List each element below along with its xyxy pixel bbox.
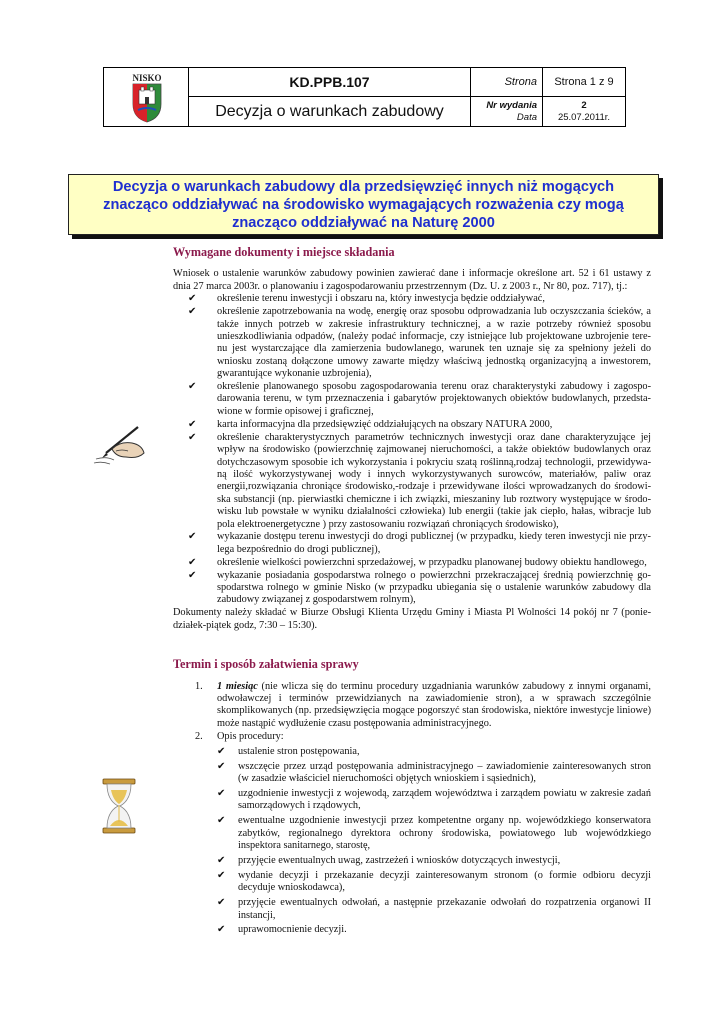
list-item: ✔ ewentualne uzgodnienie inwestycji przez kompetentne organy np. wojewódzkiego konserwatora zabytków, regionalnego dyrektora ochrony środowiska, powiatowego lub wojewódzkiego inspektora sanitarnego, starostę, bbox=[217, 815, 651, 851]
item-number: 2. bbox=[195, 731, 203, 743]
banner-line-1: Decyzja o warunkach zabudowy dla przedsięwzięć innych niż mogących bbox=[112, 179, 615, 195]
hand-writing-icon bbox=[92, 423, 148, 467]
deadline-item bbox=[173, 681, 651, 731]
check-icon: ✔ bbox=[188, 306, 197, 318]
nisko-coat-of-arms bbox=[124, 70, 170, 124]
list-item: ✔ wszczęcie przez urząd postępowania administracyjnego – zawiadomienie zainteresowanych stron (w zasadzie właściciel nieruchomości objętych wnioskiem i sąsiednich), bbox=[217, 760, 651, 784]
list-item: ✔ określenie charakterystycznych parametrów technicznych inwestycji oraz dane charakteryzujące jej wpływ na środowisko (powierzchnię zajmowanej nieruchomości, a także obiektów budowlanych oraz dotychczasowym sposobie ich wykorzystania i pokryciu szatą roślinną,rodzaj technologii, przewidywa-ną ilość wykorzystywanej wody i innych wykorzystywanych surowców, materiałów, paliw oraz energii,rozwiązania chroniące środowisko,-rodzaje i przewidywane ilości wprowadzanych do środowi-ska substancji (np. pierwiastki chemiczne i ich związki, mieszaniny lub roztwory występujące w środo-wisku lub powstałe w wyniku działalności człowieka) lub energii (takie jak ciepło, hałas, wibracje lub pola elektroenergetyczne ) przy zastosowaniu rozwiązań chroniących środowisko), bbox=[188, 431, 651, 530]
list-item: ✔ uzgodnienie inwestycji z wojewodą, zarządem województwa i zarządem powiatu w zakresie zadań samorządowych i rządowych, bbox=[217, 787, 651, 812]
list-item: ✔ przyjęcie ewentualnych odwołań, a następnie przekazanie odwołań do rozpatrzenia organowi II instancji, bbox=[217, 897, 651, 921]
list-item: ✔ określenie planowanego sposobu zagospodarowania terenu oraz charakterystyki zabudowy i zagospo-darowania terenu, w tym przeznaczenia i gabarytów projektowanych obiektów budowlanych, przedsta-wione w formie opisowej i graficznej, bbox=[188, 381, 651, 417]
list-item: ✔ wydanie decyzji i przekazanie decyzji zainteresowanym stronom (o formie odbioru decyzji decyduje wnioskodawca), bbox=[217, 869, 651, 894]
edition-value: 2 bbox=[581, 100, 587, 111]
check-icon: ✔ bbox=[217, 924, 226, 936]
check-icon: ✔ bbox=[217, 897, 226, 909]
banner-line-2: znacząco oddziaływać na środowisko wymagających rozważenia czy mogą bbox=[103, 197, 624, 213]
edition-label: Nr wydania bbox=[486, 100, 537, 111]
date-value: 25.07.2011r. bbox=[557, 112, 611, 123]
item-number: 1. bbox=[195, 680, 203, 692]
check-icon: ✔ bbox=[217, 869, 226, 881]
application-intro: Wniosek o ustalenie warunków zabudowy powinien zawierać dane i informacje określone art. 52 i 61 ustawy z dnia 27 marca 2003r. o planowaniu i zagospodarowaniu przestrzennym (Dz. U. z 2003 r., Nr 80, poz. 717), tj.: bbox=[173, 268, 651, 292]
deadline-section bbox=[173, 658, 651, 937]
check-icon: ✔ bbox=[188, 531, 197, 543]
check-icon: ✔ bbox=[188, 556, 197, 568]
document-header bbox=[103, 67, 626, 127]
submission-place-text: Dokumenty należy składać w Biurze Obsługi Klienta Urzędu Gminy i Miasta Pl Wolności 14 pokój nr 7 (ponie-działek-piątek godz, 7:30 – 15:30). bbox=[173, 607, 651, 631]
procedure-numbered-list bbox=[173, 681, 651, 744]
list-item: ✔ uprawomocnienie decyzji. bbox=[217, 924, 347, 936]
procedure-item bbox=[173, 731, 651, 743]
list-item: ✔ wykazanie dostępu terenu inwestycji do drogi publicznej (w przypadku, kiedy teren inwestycji nie przy-lega bezpośrednio do drogi publicznej), bbox=[188, 531, 651, 555]
hourglass-icon bbox=[99, 778, 139, 834]
check-icon: ✔ bbox=[217, 854, 226, 866]
check-icon: ✔ bbox=[188, 418, 197, 430]
banner-line-3: znacząco oddziaływać na Naturę 2000 bbox=[232, 215, 495, 231]
title-banner bbox=[68, 174, 659, 235]
edition-date-values bbox=[543, 97, 625, 126]
check-icon: ✔ bbox=[217, 745, 226, 757]
check-icon: ✔ bbox=[188, 293, 197, 305]
page-label: Strona bbox=[471, 68, 543, 97]
page-number: Strona 1 z 9 bbox=[543, 68, 625, 97]
required-documents-heading: Wymagane dokumenty i miejsce składania bbox=[173, 245, 395, 259]
edition-date-labels bbox=[471, 97, 543, 126]
document-title: Decyzja o warunkach zabudowy bbox=[189, 97, 471, 126]
check-icon: ✔ bbox=[188, 569, 197, 581]
list-item: ✔ określenie terenu inwestycji i obszaru na, który inwestycja będzie oddziaływać, bbox=[188, 293, 545, 305]
logo-cell bbox=[104, 68, 189, 126]
procedure-label: Opis procedury: bbox=[217, 731, 284, 743]
logo-text: NISKO bbox=[132, 73, 162, 83]
deadline-description: (nie wlicza się do terminu procedury uzgadniania warunków zabudowy z innymi organami, odwoławczej i terminów przewidzianych na zawiadomienie stron), a w sprawach szczególnie skomplikowanych (np. przedsięwzięcia mogące pogorszyć stan środowiska, niektóre inwestycje liniowe) może nastąpić wydłużenie czasu postępowania administracyjnego. bbox=[217, 680, 651, 729]
list-item: ✔ określenie wielkości powierzchni sprzedażowej, w przypadku planowanej budowy obiektu handlowego, bbox=[188, 556, 647, 568]
deadline-term: 1 miesiąc bbox=[217, 680, 258, 692]
deadline-heading: Termin i sposób załatwienia sprawy bbox=[173, 657, 359, 672]
required-items-list bbox=[173, 293, 651, 607]
document-code: KD.PPB.107 bbox=[189, 68, 471, 97]
check-icon: ✔ bbox=[217, 787, 226, 799]
check-icon: ✔ bbox=[188, 431, 197, 443]
check-icon: ✔ bbox=[188, 381, 197, 393]
main-content bbox=[173, 246, 651, 939]
list-item: ✔ karta informacyjna dla przedsięwzięć oddziałujących na obszary NATURA 2000, bbox=[188, 418, 553, 430]
procedure-steps-list bbox=[173, 746, 651, 937]
check-icon: ✔ bbox=[217, 760, 226, 772]
list-item: ✔ przyjęcie ewentualnych uwag, zastrzeżeń i wniosków dotyczących inwestycji, bbox=[217, 854, 561, 866]
list-item: ✔ ustalenie stron postępowania, bbox=[217, 745, 360, 757]
date-label: Data bbox=[516, 112, 537, 123]
list-item: ✔ wykazanie posiadania gospodarstwa rolnego o powierzchni przekraczającej średnią powierzchnię go-spodarstwa rolnego w gminie Nisko (w przypadku ubiegania się o ustalenie warunków zabudowy dla zabudowy związanej z gospodarstwem rolnym), bbox=[188, 569, 651, 606]
list-item: ✔ określenie zapotrzebowania na wodę, energię oraz sposobu odprowadzania lub oczyszczania ścieków, a także innych potrzeb w zakresie infrastruktury technicznej, a w razie potrzeby również sposobu unieszkodliwiania odpadów, (należy podać informacje, czy istniejące lub projektowane uzbrojenie tere-nu jest wystarczające dla zamierzenia budowlanego, warunek ten uznaje się za spełniony jeżeli do wniosku zostaną dołączone umowy zawarte między właściwą jednostką organizacyjną a inwestorem, gwarantujące wykonanie uzbrojenia), bbox=[188, 306, 651, 380]
check-icon: ✔ bbox=[217, 815, 226, 827]
